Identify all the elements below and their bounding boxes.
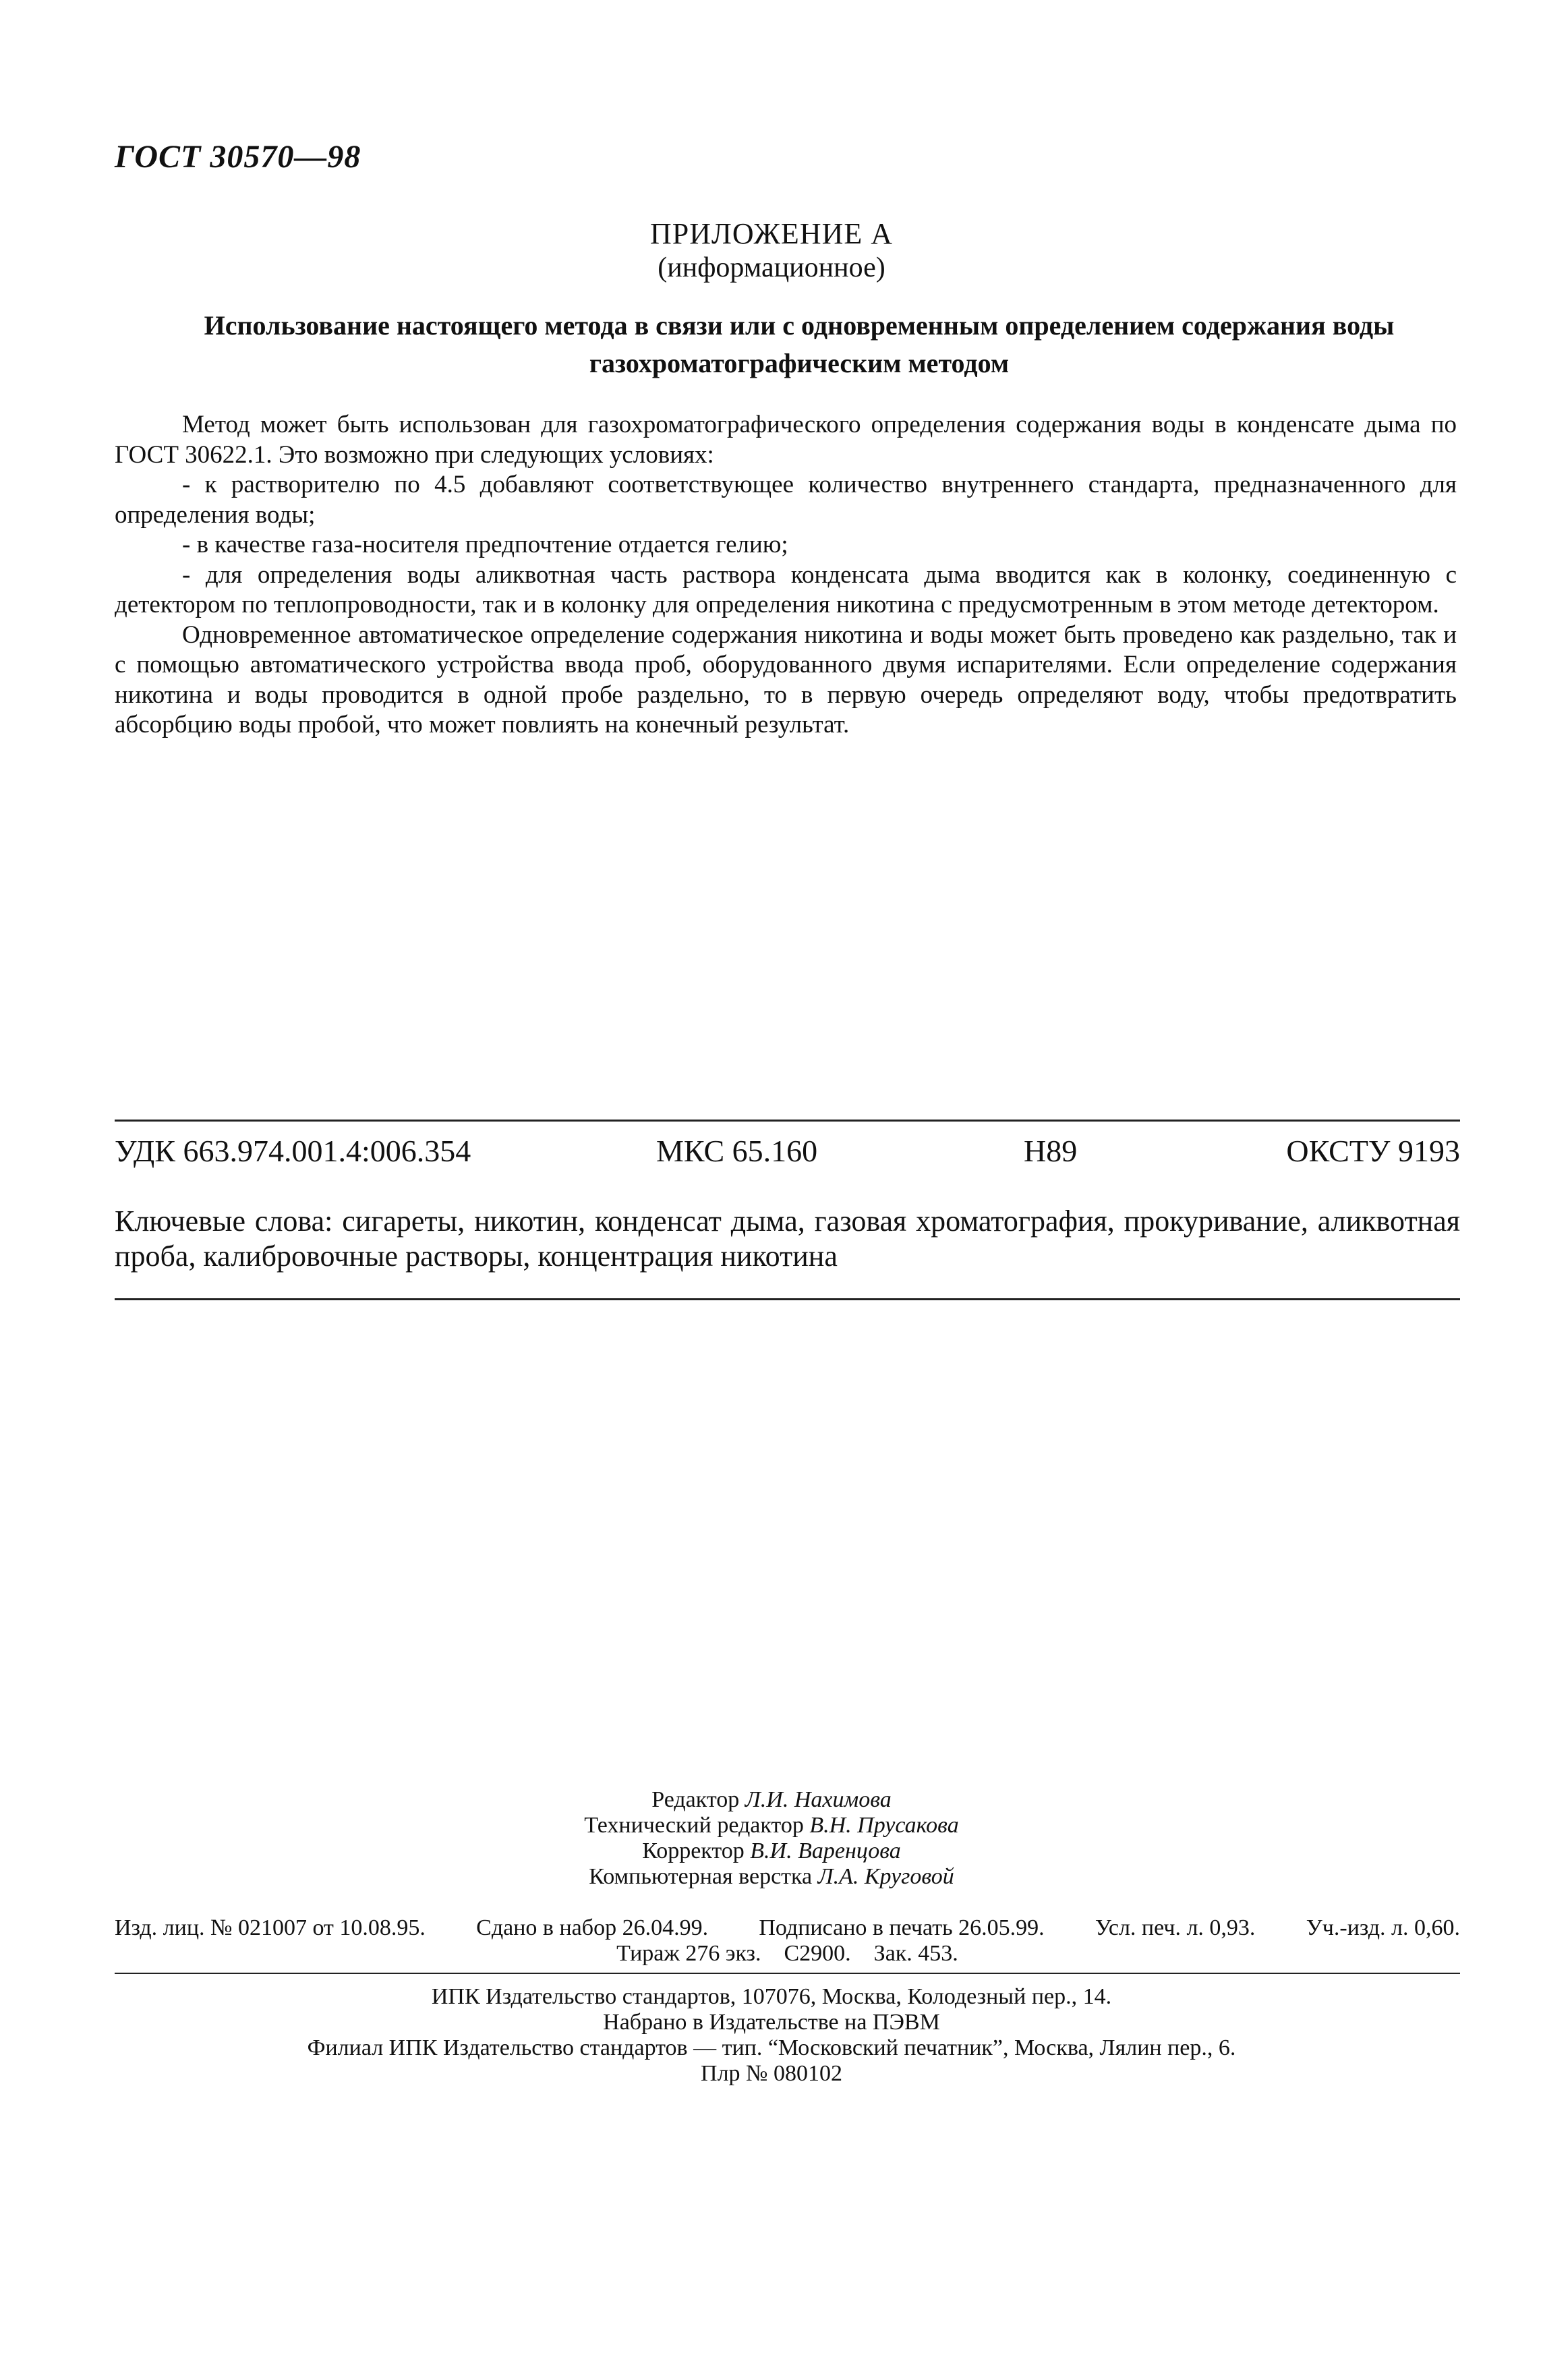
standard-code: ГОСТ 30570—98: [115, 139, 361, 175]
body-text: [115, 410, 1457, 741]
body-paragraph: - в качестве газа-носителя предпочтение отдается гелию;: [182, 531, 788, 558]
appendix-subtitle: (информационное): [658, 252, 885, 283]
divider-rule: [115, 1120, 1460, 1122]
body-paragraph: Метод может быть использован для газохроматографического определения содержания воды в конденсате дыма по ГОСТ 30622.1. Это возможно при следующих условиях:: [115, 411, 1457, 469]
print-code: С2900.: [784, 1941, 851, 1966]
credits-block: [0, 1787, 1543, 1890]
keywords: Ключевые слова: сигареты, никотин, конденсат дыма, газовая хроматография, прокуривание, аликвотная проба, калибровочные растворы, концентрация никотина: [115, 1204, 1460, 1273]
imprint-row: [115, 1915, 1460, 1941]
imprint-row: [115, 1941, 1460, 1967]
body-paragraph: Одновременное автоматическое определение содержания никотина и воды может быть проведено как раздельно, так и с помощью автоматического устройства ввода проб, оборудованного двумя испарителями. Если определение содержания никотина и воды проводится в одной пробе раздельно, то в первую очередь определяют воду, чтобы предотвратить абсорбцию воды пробой, что может повлиять на конечный результат.: [115, 620, 1457, 738]
print-sheets: Усл. печ. л. 0,93.: [1095, 1915, 1256, 1940]
divider-rule: [115, 1973, 1460, 1974]
order-number: Зак. 453.: [873, 1941, 958, 1966]
body-paragraph: - к растворителю по 4.5 добавляют соответствующее количество внутреннего стандарта, предназначенного для определения воды;: [115, 471, 1457, 529]
divider-rule: [115, 1298, 1460, 1300]
mks-code: МКС 65.160: [656, 1134, 818, 1168]
credit-layout: Компьютерная верстка Л.А. Круговой: [589, 1864, 954, 1889]
appendix-title: ПРИЛОЖЕНИЕ А: [649, 217, 894, 250]
credit-tech-editor: Технический редактор В.Н. Прусакова: [584, 1813, 959, 1838]
signed-date: Подписано в печать 26.05.99.: [759, 1915, 1045, 1940]
n-code: Н89: [1024, 1134, 1078, 1168]
heading-line-2: газохроматографическим методом: [589, 348, 1010, 378]
classification-row: [115, 1133, 1460, 1173]
pub-sheets: Уч.-изд. л. 0,60.: [1306, 1915, 1460, 1940]
oksu-code: ОКСТУ 9193: [1286, 1134, 1460, 1168]
body-paragraph: - для определения воды аликвотная часть раствора конденсата дыма вводится как в колонку, соединенную с детектором по теплопроводности, так и в колонку для определения никотина с предусмотренным в этом методе детектором.: [115, 560, 1457, 618]
imprint-block: [115, 1915, 1460, 1967]
credit-editor: Редактор Л.И. Нахимова: [651, 1787, 892, 1812]
publisher-block: [0, 1984, 1543, 2087]
print-run: Тираж 276 экз.: [616, 1941, 761, 1966]
appendix-block: [0, 217, 1543, 285]
publisher-line: ИПК Издательство стандартов, 107076, Москва, Колодезный пер., 14.: [431, 1984, 1112, 2009]
publisher-line: Набрано в Издательстве на ПЭВМ: [603, 2010, 940, 2035]
credit-corrector: Корректор В.И. Варенцова: [642, 1838, 901, 1863]
appendix-heading: [135, 307, 1463, 382]
sent-date: Сдано в набор 26.04.99.: [476, 1915, 709, 1940]
publisher-line: Плр № 080102: [701, 2061, 842, 2086]
license: Изд. лиц. № 021007 от 10.08.95.: [115, 1915, 426, 1940]
publisher-line: Филиал ИПК Издательство стандартов — тип. “Московский печатник”, Москва, Лялин пер., 6.: [307, 2035, 1236, 2060]
heading-line-1: Использование настоящего метода в связи или с одновременным определением содержания воды: [204, 310, 1395, 341]
udk-code: УДК 663.974.001.4:006.354: [115, 1134, 471, 1168]
